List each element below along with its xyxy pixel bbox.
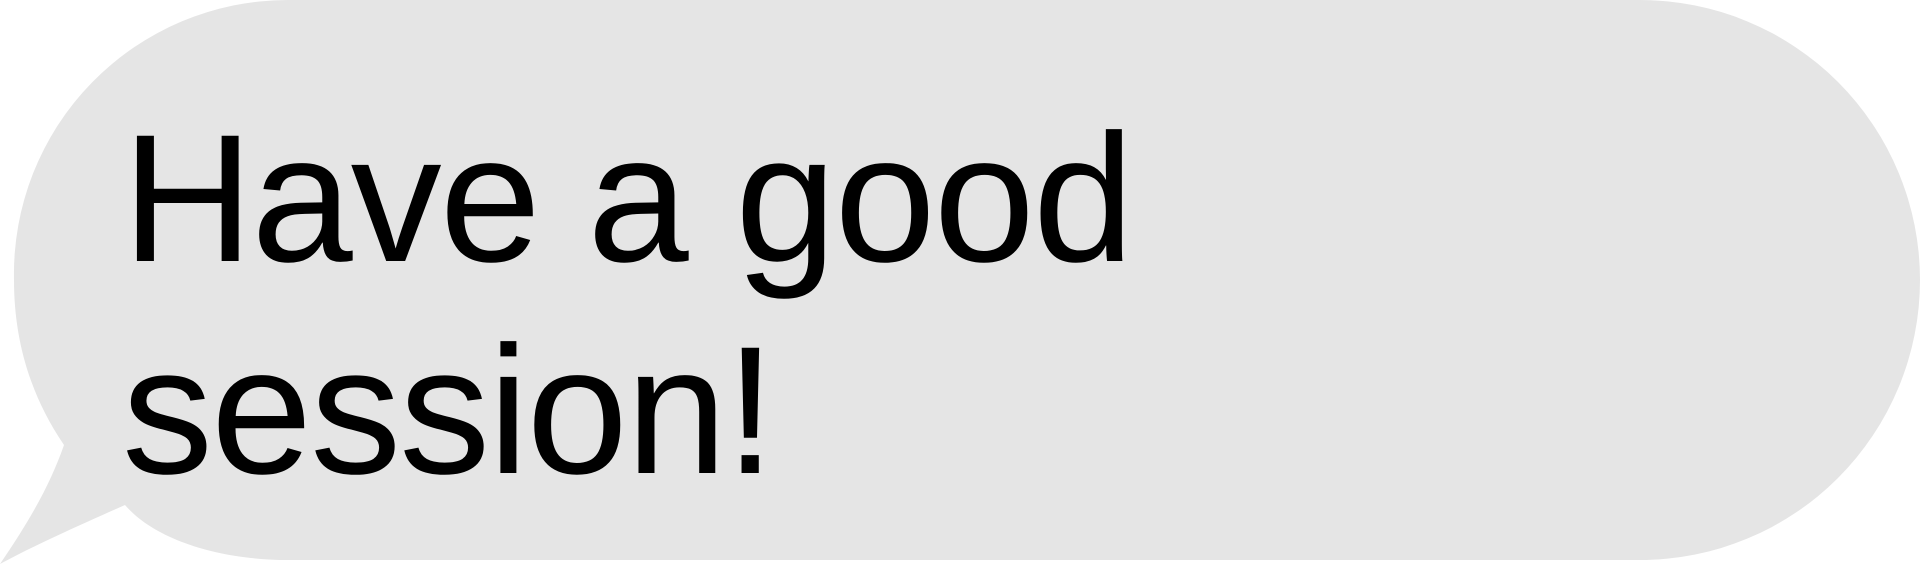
message-text: Have a good session! xyxy=(122,96,1133,512)
